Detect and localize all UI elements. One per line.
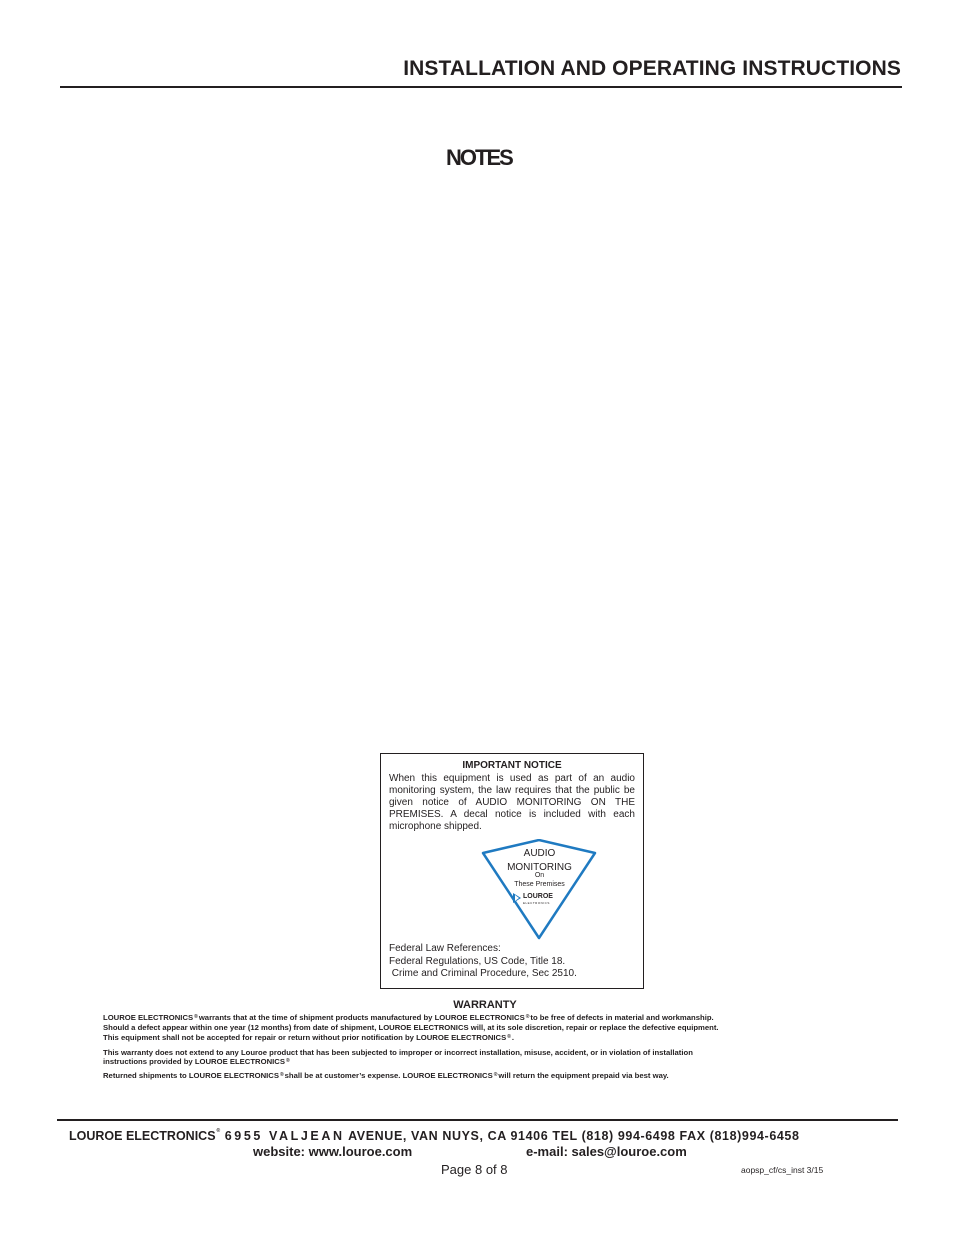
warranty-line-6: Returned shipments to LOUROE ELECTRONICS®shall be at customer’s expense. LOUROE ELECTRONICS®will return the equipment prepaid via best way. <box>103 1071 669 1080</box>
decal-line-on: On <box>534 872 545 879</box>
notice-text: When this equipment is used as part of an audio monitoring system, the law requires that the public be given notice of AUDIO MONITORING ON THE PREMISES. A decal notice is included with each microphone shipped. <box>389 773 635 832</box>
decal-line-monitoring: MONITORING <box>507 862 572 873</box>
warranty-line-1: LOUROE ELECTRONICS®warrants that at the time of shipment products manufactured by LOUROE ELECTRONICS®to be free of defects in material and workmanship. <box>103 1013 714 1022</box>
footer-website: website: www.louroe.com <box>253 1144 413 1159</box>
warranty-line-3: This equipment shall not be accepted for repair or return without prior notification by LOUROE ELECTRONICS®. <box>103 1033 515 1042</box>
important-notice-box <box>380 753 644 989</box>
federal-law-references <box>389 943 577 981</box>
decal-logo-text: LOUROE <box>523 893 553 900</box>
warranty-line-5: instructions provided by LOUROE ELECTRONICS® <box>103 1057 290 1066</box>
audio-monitoring-decal <box>481 839 598 941</box>
decal-line-premises: These Premises <box>514 881 565 888</box>
footer-contact-line: LOUROE ELECTRONICS® 6955 VALJEAN AVENUE, VAN NUYS, CA 91406 TEL (818) 994-6498 FAX (818)994-6458 <box>69 1128 800 1143</box>
page-title: INSTALLATION AND OPERATING INSTRUCTIONS <box>403 57 901 80</box>
warranty-title: WARRANTY <box>453 999 517 1011</box>
warranty-line-2: Should a defect appear within one year (12 months) from date of shipment, LOUROE ELECTRONICS will, at its sole discretion, repair or replace the defective equipment. <box>103 1023 719 1032</box>
fed-line-1: Federal Law References: <box>389 943 501 954</box>
fed-line-2: Federal Regulations, US Code, Title 18. <box>389 955 566 967</box>
warranty-line-4: This warranty does not extend to any Louroe product that has been subjected to improper or incorrect installation, misuse, accident, or in violation of installation <box>103 1048 693 1057</box>
document-code: aopsp_cf/cs_inst 3/15 <box>741 1165 824 1175</box>
decal-line-audio: AUDIO <box>523 848 556 859</box>
page-number: Page 8 of 8 <box>441 1162 508 1177</box>
footer-email: e-mail: sales@louroe.com <box>526 1144 687 1159</box>
footer-divider <box>57 1119 898 1121</box>
fed-line-3: Crime and Criminal Procedure, Sec 2510. <box>389 968 577 979</box>
notes-heading: NOTES <box>446 145 512 170</box>
notice-title: IMPORTANT NOTICE <box>462 760 562 771</box>
header-divider <box>60 86 902 88</box>
decal-logo-subtext: ELECTRONICS <box>523 901 550 905</box>
